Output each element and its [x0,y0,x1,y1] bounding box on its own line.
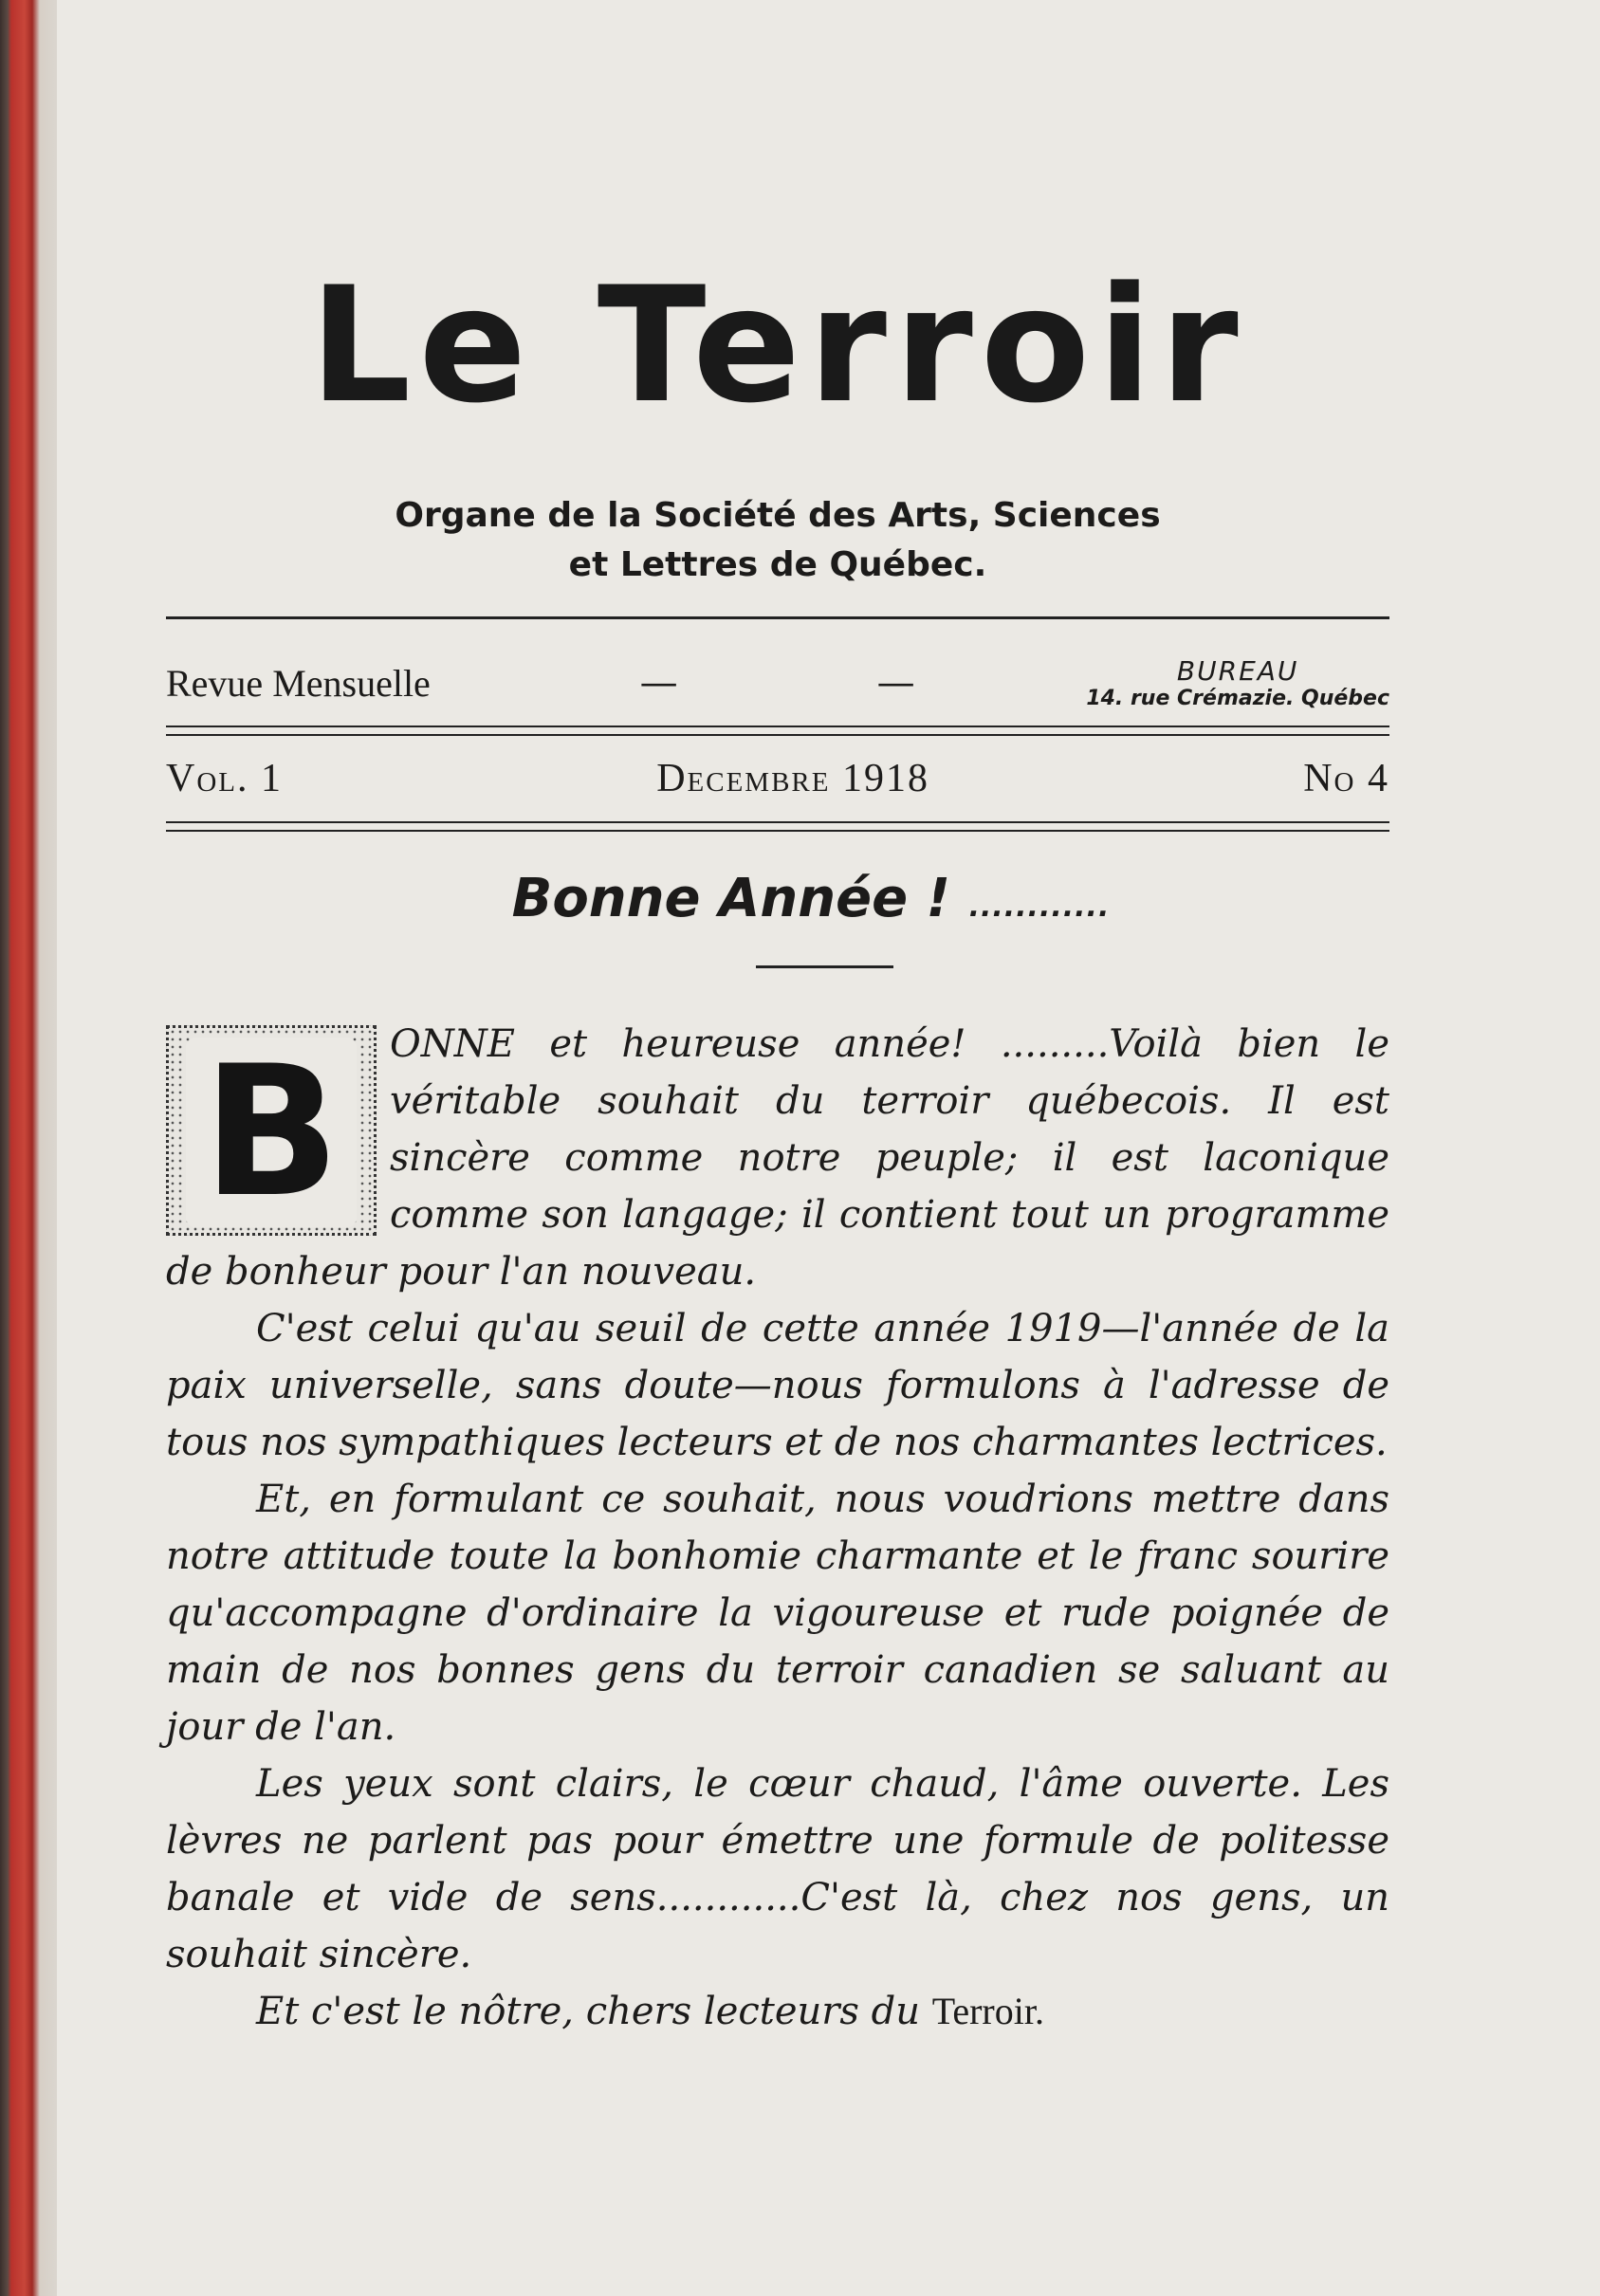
bureau-label: BUREAU [1176,655,1299,688]
paragraph-4: Les yeux sont clairs, le cœur chaud, l'âme ouverte. Les lèvres ne parlent pas pour émettre une formule de politesse banale et vide de sens............C'est là, chez nos gens, un souhait sincère. [166,1762,1389,1977]
dash-1: — [639,661,678,706]
paragraph-2: C'est celui qu'au seuil de cette année 1919—l'année de la paix universelle, sans doute—nous formulons à l'adresse de tous nos sympathiques lecteurs et de nos charmantes lectrices. [166,1307,1389,1465]
article-title-text: Bonne Année ! [511,868,951,930]
paragraph-5-text: Et c'est le nôtre, chers lecteurs du [256,1990,932,2034]
article-title [166,868,1389,929]
bureau-address: 14. rue Crémazie. Québec [1086,687,1389,711]
dash-group [640,661,915,705]
issue-bar [166,736,1389,821]
paragraph-1: ONNE et heureuse année! .........Voilà bien le véritable souhait du terroir québecois. Il est sincère comme notre peuple; il est laconique comme son langage; il contient tout un programme de bonheur pour l'an nouveau. [166,1022,1389,1295]
title-rule [756,965,893,968]
article-body [166,1016,1389,2040]
info-bar [166,640,1389,726]
ornamental-dropcap [166,1025,377,1236]
page [57,0,1600,2296]
double-rule-top [166,726,1389,736]
divider-rule [166,616,1389,619]
book-binding [0,0,57,2296]
paragraph-3: Et, en formulant ce souhait, nous voudrions mettre dans notre attitude toute la bonhomie charmante et le franc sourire qu'accompagne d'ordinaire la vigoureuse et rude poignée de main de nos bonnes gens du terroir canadien se saluant au jour de l'an. [166,1478,1389,1750]
paragraph-5-terroir: Terroir. [931,1990,1044,2033]
bureau-block [1086,655,1389,710]
page-content [166,252,1389,2040]
subtitle-line-1: Organe de la Société des Arts, Sciences [395,496,1161,535]
issue-number: No 4 [1303,757,1389,801]
volume-label: Vol. 1 [166,757,283,801]
dash-2: — [876,661,915,706]
double-rule-bottom [166,821,1389,832]
issue-date: Decembre 1918 [656,757,929,801]
dropcap-letter: B [186,1038,357,1227]
article-title-dots: ............ [968,891,1111,925]
subtitle-line-2: et Lettres de Québec. [568,545,987,585]
revue-label: Revue Mensuelle [166,661,431,705]
masthead-subtitle [166,491,1389,590]
masthead-title: Le Terroir [309,252,1246,438]
paragraph-5 [166,1983,1389,2040]
